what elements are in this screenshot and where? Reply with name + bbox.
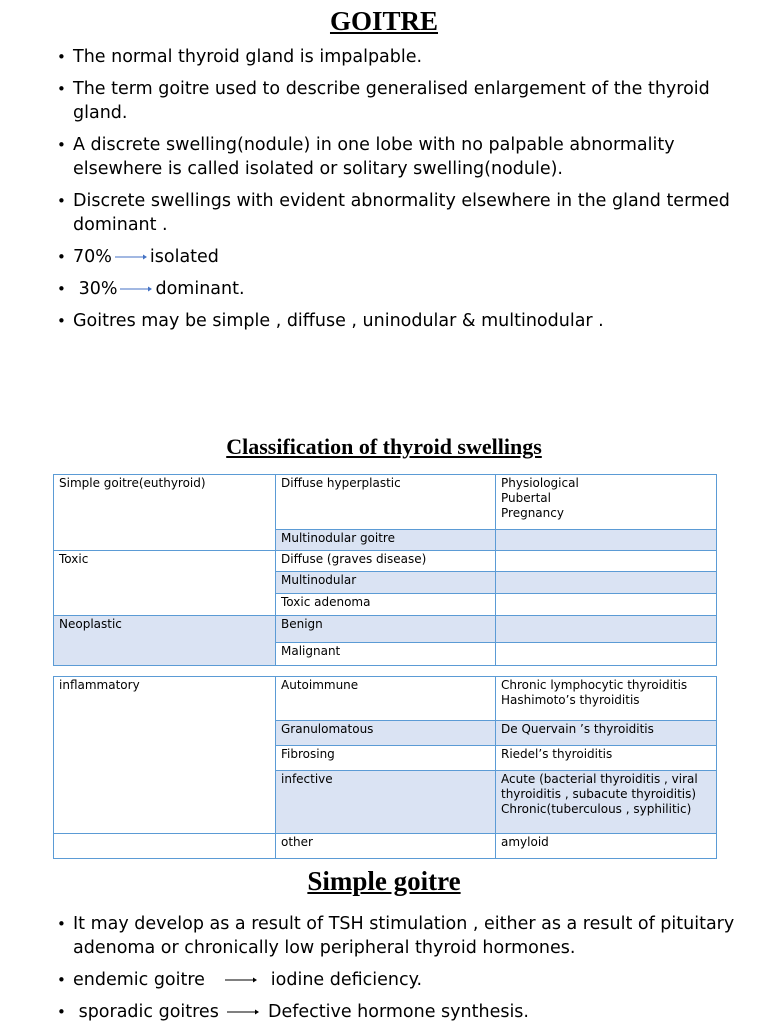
list-item: • It may develop as a result of TSH stimulation , either as a result of pituitary adenoma or chronically low peripheral thyroid hormones. xyxy=(56,912,746,960)
table-cell xyxy=(496,475,717,530)
cell-line: Acute (bacterial thyroiditis , viral xyxy=(501,772,698,786)
cell-line: Hashimoto’s thyroiditis xyxy=(501,693,640,707)
table-cell: Toxic adenoma xyxy=(276,594,496,616)
dominant-percent: 30% xyxy=(78,279,118,299)
dominant-label: dominant. xyxy=(155,279,245,299)
table-cell xyxy=(496,643,717,666)
table-cell: inflammatory xyxy=(54,677,276,834)
simple-goitre-title: Simple goitre xyxy=(307,866,461,896)
table-row xyxy=(54,616,717,643)
arrow-right-icon xyxy=(114,252,148,262)
cell-line: Physiological xyxy=(501,476,579,490)
classification-table-2 xyxy=(53,676,717,859)
sporadic-term: sporadic goitres xyxy=(78,1002,219,1022)
table-row xyxy=(54,475,717,530)
table-cell: Diffuse hyperplastic xyxy=(276,475,496,530)
table-cell: other xyxy=(276,834,496,859)
table-cell: Riedel’s thyroiditis xyxy=(496,746,717,771)
table-cell: amyloid xyxy=(496,834,717,859)
table-row xyxy=(54,677,717,721)
table-cell: Fibrosing xyxy=(276,746,496,771)
table-cell: Diffuse (graves disease) xyxy=(276,551,496,572)
table-cell: Neoplastic xyxy=(54,616,276,666)
table-cell xyxy=(496,616,717,643)
arrow-right-icon xyxy=(119,284,153,294)
page-title: GOITRE xyxy=(329,6,439,36)
isolated-percent: 70% xyxy=(73,247,112,267)
cell-line: Pubertal xyxy=(501,491,551,505)
simple-goitre-bullet-list xyxy=(56,912,746,1032)
table-cell xyxy=(496,572,717,594)
table-cell xyxy=(496,594,717,616)
table-cell xyxy=(496,677,717,721)
list-item: • Goitres may be simple , diffuse , uninodular & multinodular . xyxy=(56,309,746,333)
endemic-term: endemic goitre xyxy=(73,970,205,990)
table-cell: Simple goitre(euthyroid) xyxy=(54,475,276,551)
list-item: • A discrete swelling(nodule) in one lobe with no palpable abnormality elsewhere is called isolated or solitary swelling(nodule). xyxy=(56,133,746,181)
table-row xyxy=(54,551,717,572)
classification-title: Classification of thyroid swellings xyxy=(226,434,542,459)
list-item: • The term goitre used to describe generalised enlargement of the thyroid gland. xyxy=(56,77,746,125)
table-cell: Toxic xyxy=(54,551,276,616)
list-item: • Discrete swellings with evident abnormality elsewhere in the gland termed dominant . xyxy=(56,189,746,237)
table-cell: Autoimmune xyxy=(276,677,496,721)
table-row xyxy=(54,834,717,859)
sporadic-cause: Defective hormone synthesis. xyxy=(267,1002,529,1022)
table-cell: Multinodular xyxy=(276,572,496,594)
goitre-bullet-list xyxy=(56,45,746,341)
table-cell: De Quervain ’s thyroiditis xyxy=(496,721,717,746)
table-cell xyxy=(54,834,276,859)
table-cell xyxy=(496,771,717,834)
list-item-sporadic xyxy=(56,1000,746,1024)
isolated-label: isolated xyxy=(149,247,219,267)
arrow-right-icon xyxy=(226,1007,260,1017)
table-cell: Granulomatous xyxy=(276,721,496,746)
list-item: • The normal thyroid gland is impalpable. xyxy=(56,45,746,69)
list-item-dominant xyxy=(56,277,746,301)
list-item-isolated xyxy=(56,245,746,269)
table-cell: Multinodular goitre xyxy=(276,530,496,551)
classification-table-1 xyxy=(53,474,717,666)
table-cell: Malignant xyxy=(276,643,496,666)
cell-line: Chronic(tuberculous , syphilitic) xyxy=(501,802,692,816)
endemic-cause: iodine deficiency. xyxy=(270,970,423,990)
table-cell xyxy=(496,530,717,551)
table-cell xyxy=(496,551,717,572)
list-item-endemic xyxy=(56,968,746,992)
table-cell: infective xyxy=(276,771,496,834)
table-cell: Benign xyxy=(276,616,496,643)
cell-line: Pregnancy xyxy=(501,506,564,520)
arrow-right-icon xyxy=(224,975,258,985)
cell-line: thyroiditis , subacute thyroiditis) xyxy=(501,787,697,801)
cell-line: Chronic lymphocytic thyroiditis xyxy=(501,678,688,692)
